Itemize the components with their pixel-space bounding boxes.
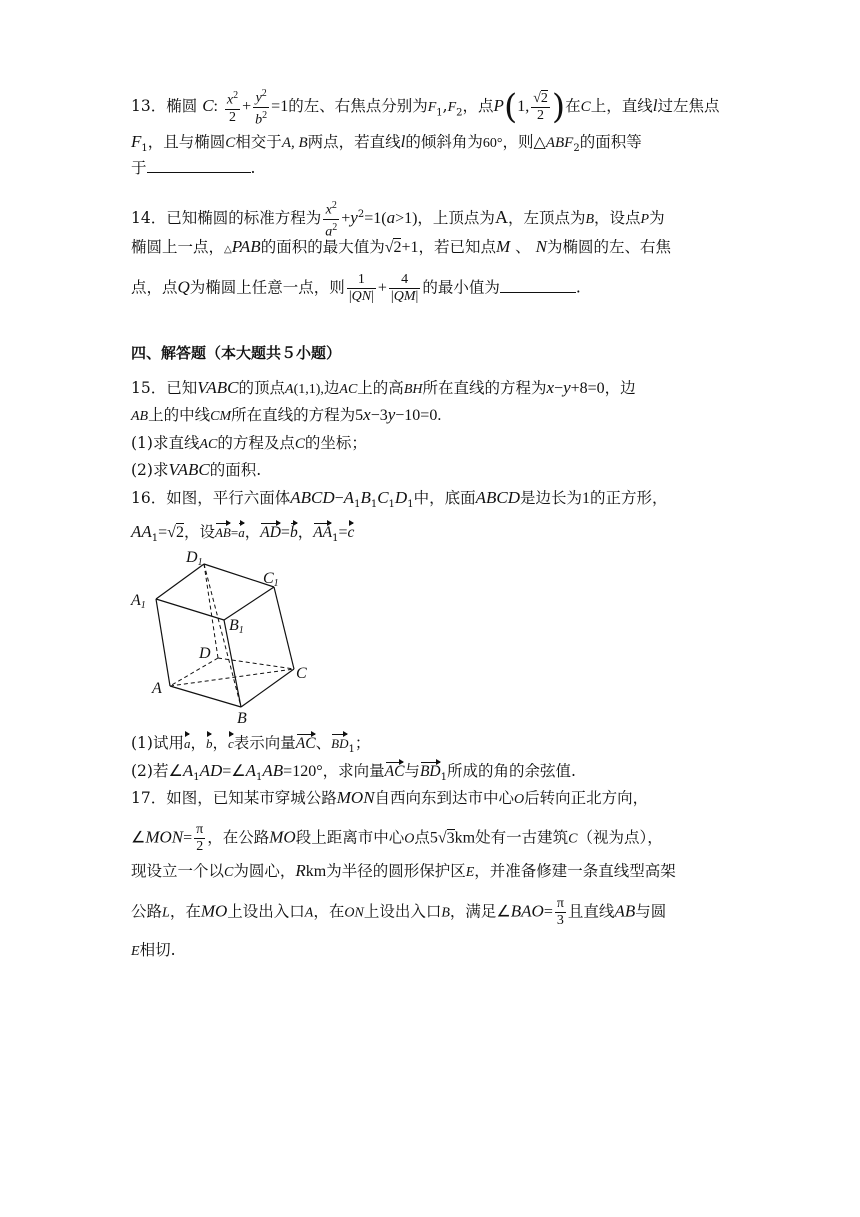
q13-line-2: $F_1$，且与椭圆C相交于A, B两点，若直线l的倾斜角为60°，则$\triangle ABF_2$的面积等 bbox=[131, 132, 642, 155]
label-A1: A1 bbox=[131, 592, 146, 611]
edge-D1D-hidden bbox=[204, 564, 218, 658]
edge-AB bbox=[170, 686, 241, 707]
q14-line-3: 点，点Q为椭圆上任意一点，则 $\frac{1}{|QN|}$ + $\frac{4}{|QM|}$ 的最小值为 . bbox=[131, 272, 581, 304]
q15-sub-2: (2)求VABC的面积. bbox=[131, 460, 262, 479]
edge-A1A bbox=[156, 599, 170, 686]
edge-C1B1 bbox=[224, 587, 274, 620]
q16-line-1: 16．如图，平行六面体$ABCD-A_1B_1C_1D_1$中，底面ABCD是边长为1的正方形， bbox=[131, 488, 668, 511]
label-B1: B1 bbox=[229, 617, 244, 636]
q17-line-3: 现设立一个以C为圆心，Rkm为半径的圆形保护区E，并准备修建一条直线型高架 bbox=[131, 861, 676, 880]
label-A: A bbox=[152, 680, 162, 697]
q16-sub-2: (2)若$\angle A_1AD=\angle A_1AB=120^\circ$，求向量AC与$BD_1$所成的角的余弦值. bbox=[131, 761, 576, 784]
answer-blank-14[interactable] bbox=[500, 278, 576, 293]
diag-AC-hidden bbox=[170, 669, 294, 686]
q17-line-2: ∠MON= $\frac{\pi}{2}$ ，在公路MO段上距离市中心O点5√3km处有一古建筑C（视为点）， bbox=[131, 822, 663, 854]
parallelepiped-figure bbox=[126, 548, 326, 726]
edge-B1A1 bbox=[156, 599, 224, 620]
q13-line-3: 于 . bbox=[131, 159, 256, 177]
q14-line-1: 14．已知椭圆的标准方程为 $\frac{x^2}{a^2}$ $+y^2=1(a>1)$，上顶点为A，左顶点为B，设点P为 bbox=[131, 200, 665, 240]
section-4-heading: 四、解答题（本大题共５小题） bbox=[131, 344, 342, 362]
q14-line-2: 椭圆上一点，△PAB的面积的最大值为√2+1，若已知点M 、 N为椭圆的左、右焦 bbox=[131, 237, 671, 256]
edge-A1D1 bbox=[156, 564, 204, 599]
label-D1: D1 bbox=[186, 549, 203, 568]
label-C: C bbox=[296, 665, 307, 682]
diag-BD1-hidden bbox=[204, 564, 241, 707]
answer-blank-13[interactable] bbox=[147, 158, 251, 173]
q17-line-1: 17．如图，已知某市穿城公路MON自西向东到达市中心O后转向正北方向， bbox=[131, 788, 649, 807]
edge-DC-hidden bbox=[218, 658, 294, 669]
q16-line-2: $AA_1=√2$，设AB=a，AD=b，$AA_1=c$ bbox=[131, 522, 355, 545]
label-B: B bbox=[237, 710, 247, 726]
q13-line-1: 13．椭圆 C: $\frac{x^2}{2}$ + $\frac{y^2}{b^2}$ =1的左、右焦点分别为$F_1,F_2$，点P(1, $\frac{√2}{2}$ )在C上，直线l过左焦点 bbox=[131, 87, 720, 128]
q17-line-5: E相切. bbox=[131, 941, 176, 959]
q17-line-4: 公路L，在MO上设出入口A，在ON上设出入口B，满足∠BAO= $\frac{\pi}{3}$ 且直线AB与圆 bbox=[131, 896, 667, 928]
q15-line-2: AB上的中线CM所在直线的方程为5x−3y−10=0. bbox=[131, 405, 442, 424]
q15-sub-1: (1)求直线AC的方程及点C的坐标； bbox=[131, 434, 367, 452]
label-D: D bbox=[199, 645, 211, 662]
edge-DA-hidden bbox=[170, 658, 218, 686]
q15-line-1: 15．已知VABC的顶点A(1,1),边AC上的高BH所在直线的方程为x−y+8=0，边 bbox=[131, 378, 636, 397]
label-C1: C1 bbox=[263, 570, 279, 589]
q16-sub-1: (1)试用a，b，c表示向量AC、$BD_1$； bbox=[131, 734, 371, 756]
edge-C1C bbox=[274, 587, 294, 669]
